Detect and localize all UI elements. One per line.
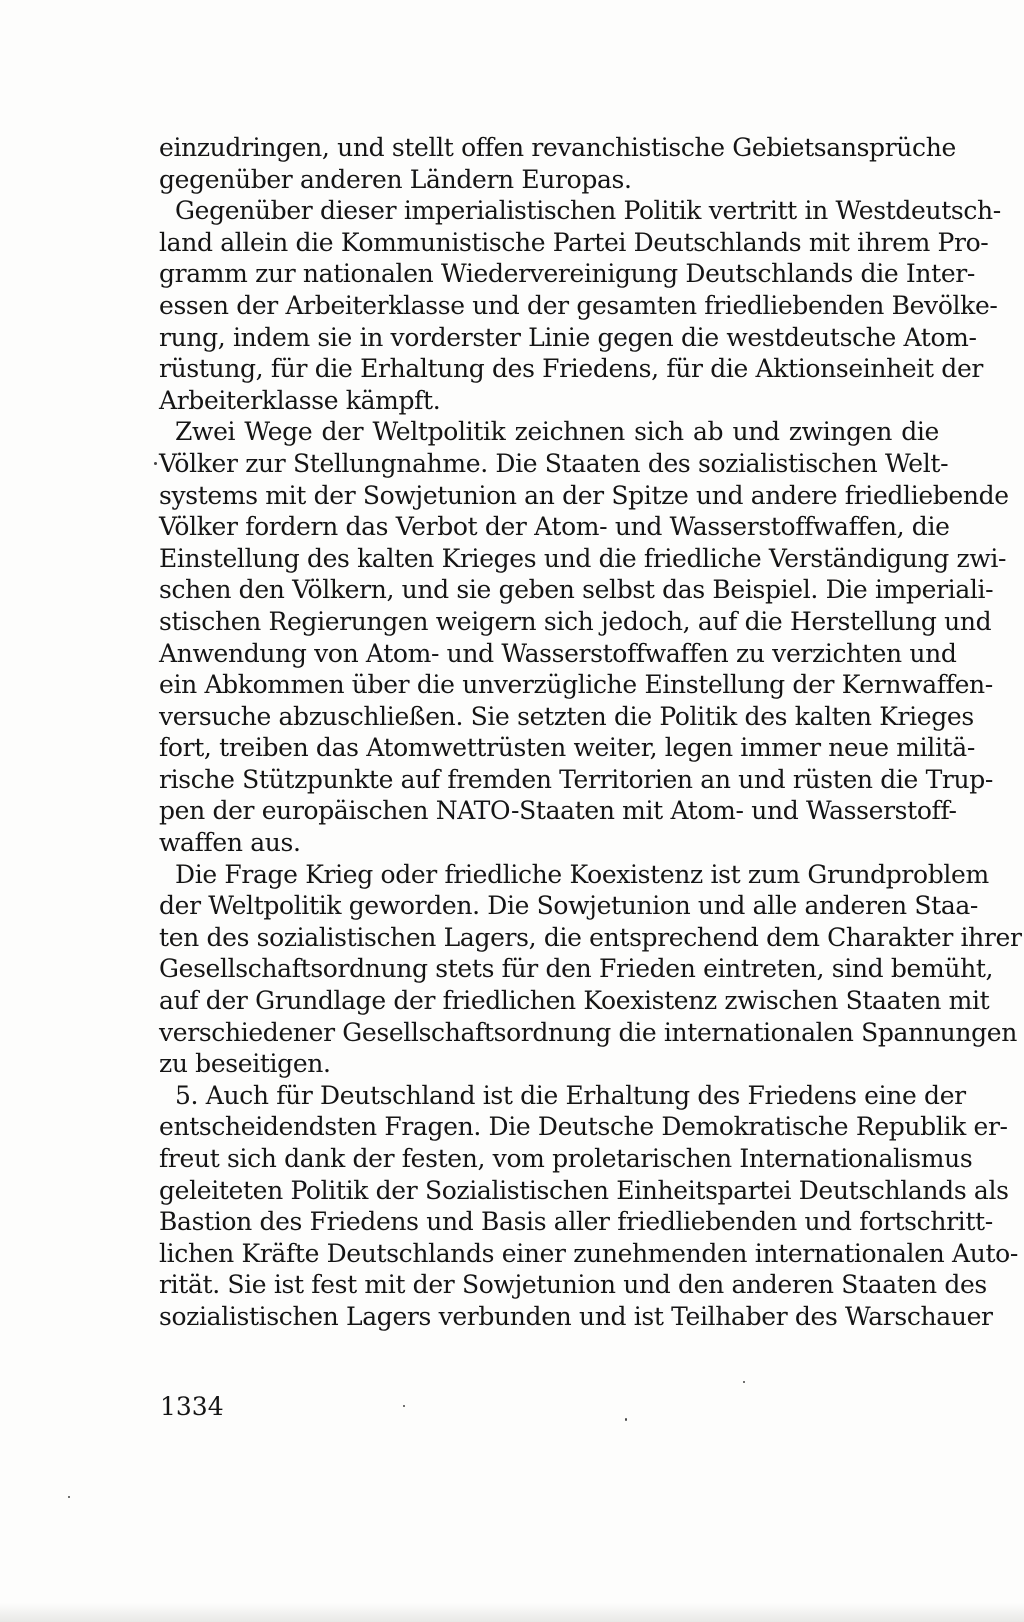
text-line: sozialistischen Lagers verbunden und ist Teilhaber des Warschauer <box>159 1301 993 1331</box>
text-line: lichen Kräfte Deutschlands einer zunehmenden internationalen Auto- <box>159 1238 1018 1268</box>
text-line: geleiteten Politik der Sozialistischen Einheitspartei Deutschlands als <box>159 1175 1009 1205</box>
scan-speck <box>68 1496 70 1498</box>
page-number: 1334 <box>160 1392 224 1421</box>
text-line: gegenüber anderen Ländern Europas. <box>159 164 632 194</box>
text-line: Bastion des Friedens und Basis aller friedliebenden und fortschritt- <box>159 1207 993 1237</box>
text-line: entscheidendsten Fragen. Die Deutsche Demokratische Republik er- <box>159 1112 1008 1142</box>
text-line: stischen Regierungen weigern sich jedoch, auf die Herstellung und <box>159 606 992 636</box>
text-line: Arbeiterklasse kämpft. <box>159 385 441 415</box>
text-line: rung, indem sie in vorderster Linie gegen die westdeutsche Atom- <box>159 322 977 352</box>
scan-speck <box>154 462 157 465</box>
text-line: essen der Arbeiterklasse und der gesamten friedliebenden Bevölke- <box>159 290 998 320</box>
text-line: Einstellung des kalten Krieges und die friedliche Verständigung zwi- <box>159 543 1007 573</box>
text-line: verschiedener Gesellschaftsordnung die internationalen Spannungen <box>159 1017 1017 1047</box>
text-line: der Weltpolitik geworden. Die Sowjetunion und alle anderen Staa- <box>159 891 979 921</box>
scan-speck <box>743 1381 745 1383</box>
body-text <box>159 132 1022 1333</box>
text-line: ten des sozialistischen Lagers, die entsprechend dem Charakter ihrer <box>159 922 1022 952</box>
text-line: systems mit der Sowjetunion an der Spitze und andere friedliebende <box>159 480 1009 510</box>
text-line: rität. Sie ist fest mit der Sowjetunion und den anderen Staaten des <box>159 1270 987 1300</box>
text-line: Anwendung von Atom- und Wasserstoffwaffen zu verzichten und <box>159 638 957 668</box>
text-line: land allein die Kommunistische Partei Deutschlands mit ihrem Pro- <box>159 227 989 257</box>
text-line: Zwei Wege der Weltpolitik zeichnen sich ab und zwingen die <box>175 417 939 447</box>
text-line: pen der europäischen NATO-Staaten mit Atom- und Wasserstoff- <box>159 796 957 826</box>
text-line: ein Abkommen über die unverzügliche Einstellung der Kernwaffen- <box>159 670 993 700</box>
scan-speck <box>403 1405 405 1407</box>
text-line: versuche abzuschließen. Sie setzten die Politik des kalten Krieges <box>159 701 974 731</box>
text-line: Gesellschaftsordnung stets für den Frieden eintreten, sind bemüht, <box>159 954 994 984</box>
text-line: einzudringen, und stellt offen revanchistische Gebietsansprüche <box>159 133 956 162</box>
text-line: gramm zur nationalen Wiedervereinigung Deutschlands die Inter- <box>159 259 975 289</box>
text-line: 5. Auch für Deutschland ist die Erhaltung des Friedens eine der <box>175 1080 966 1110</box>
text-line: Gegenüber dieser imperialistischen Politik vertritt in Westdeutsch- <box>175 196 1001 226</box>
text-line: schen den Völkern, und sie geben selbst das Beispiel. Die imperiali- <box>159 575 994 605</box>
scan-bottom-edge <box>0 1603 1024 1622</box>
scan-speck <box>625 1418 627 1421</box>
text-line: auf der Grundlage der friedlichen Koexistenz zwischen Staaten mit <box>159 986 990 1016</box>
text-line: rüstung, für die Erhaltung des Friedens, für die Aktionseinheit der <box>159 354 983 384</box>
text-line: zu beseitigen. <box>159 1049 331 1079</box>
text-line: waffen aus. <box>159 828 301 858</box>
text-line: fort, treiben das Atomwettrüsten weiter, legen immer neue militä- <box>159 733 975 763</box>
text-line: rische Stützpunkte auf fremden Territorien an und rüsten die Trup- <box>159 764 994 794</box>
text-line: Völker zur Stellungnahme. Die Staaten des sozialistischen Welt- <box>159 448 949 478</box>
text-line: freut sich dank der festen, vom proletarischen Internationalismus <box>159 1144 973 1173</box>
text-line: Völker fordern das Verbot der Atom- und Wasserstoffwaffen, die <box>159 512 950 542</box>
text-line: Die Frage Krieg oder friedliche Koexistenz ist zum Grundproblem <box>175 859 989 889</box>
